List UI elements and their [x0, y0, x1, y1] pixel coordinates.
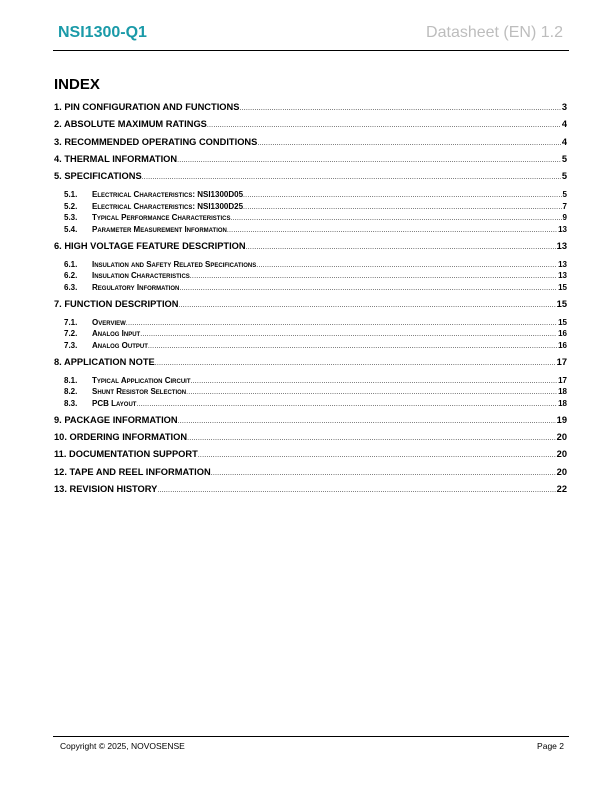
toc-subentry-page: 16: [558, 329, 567, 339]
toc-subentry-number: 8.1.: [64, 375, 78, 385]
dot-leader: [148, 341, 557, 352]
dot-leader: [207, 117, 561, 133]
toc-entry-page: 20: [556, 449, 567, 460]
toc-subentry[interactable]: [54, 386, 567, 398]
toc-subentry-number: 8.3.: [64, 398, 78, 408]
toc-entry[interactable]: [54, 99, 567, 116]
toc-subentry-label: Analog Input: [92, 329, 141, 339]
toc-subentry-label: Typical Application Circuit: [92, 375, 191, 385]
dot-leader: [257, 135, 560, 151]
toc-entry-label: 2. ABSOLUTE MAXIMUM RATINGS: [54, 119, 207, 130]
toc-subentry-number: 5.4.: [64, 224, 78, 234]
toc-entry-label: 4. THERMAL INFORMATION: [54, 153, 178, 164]
toc-entry-page: 15: [556, 298, 567, 309]
toc-entry-label: 6. HIGH VOLTAGE FEATURE DESCRIPTION: [54, 240, 246, 251]
toc-subsection-group: [54, 255, 567, 296]
toc-subentry-label: PCB Layout: [92, 398, 137, 408]
toc-subentry[interactable]: [54, 317, 567, 329]
toc-subentry-number: 7.1.: [64, 317, 78, 327]
toc-subentry-page: 9: [562, 213, 567, 223]
toc-entry[interactable]: [54, 134, 567, 151]
dot-leader: [178, 297, 555, 313]
toc-subentry[interactable]: [54, 340, 567, 352]
dot-leader: [186, 387, 557, 398]
toc-subentry-page: 13: [558, 271, 567, 281]
toc-entry[interactable]: [54, 168, 567, 185]
dot-leader: [198, 447, 556, 463]
toc-subentry[interactable]: [54, 212, 567, 224]
dot-leader: [177, 152, 561, 168]
toc-subentry-label: Regulatory Information: [92, 282, 180, 292]
toc-entry[interactable]: [54, 354, 567, 371]
document-title: NSI1300-Q1: [58, 24, 147, 41]
toc-subentry-page: 18: [558, 398, 567, 408]
toc-subentry[interactable]: [54, 398, 567, 410]
toc-entry[interactable]: [54, 238, 567, 255]
toc-subentry-page: 17: [558, 375, 567, 385]
dot-leader: [140, 329, 557, 340]
toc-subentry-number: 5.3.: [64, 213, 78, 223]
dot-leader: [187, 430, 556, 446]
toc-subentry-label: Parameter Measurement Information: [92, 224, 227, 234]
copyright: Copyright © 2025, NOVOSENSE: [60, 741, 185, 751]
toc-entry-label: 11. DOCUMENTATION SUPPORT: [54, 449, 198, 460]
dot-leader: [157, 482, 555, 498]
toc-subentry[interactable]: [54, 224, 567, 236]
toc-entry[interactable]: [54, 296, 567, 313]
toc-entry[interactable]: [54, 464, 567, 481]
dot-leader: [190, 376, 557, 387]
toc-entry-page: 20: [556, 466, 567, 477]
dot-leader: [142, 169, 561, 185]
toc-subentry-number: 6.2.: [64, 271, 78, 281]
toc-subentry[interactable]: [54, 189, 567, 201]
toc-subentry[interactable]: [54, 328, 567, 340]
toc-subentry-label: Electrical Characteristics: NSI1300D05: [92, 190, 244, 200]
toc-entry-label: 13. REVISION HISTORY: [54, 483, 158, 494]
toc-entry-label: 1. PIN CONFIGURATION AND FUNCTIONS: [54, 102, 240, 112]
toc-subsection-group: [54, 371, 567, 412]
index-heading: INDEX: [54, 76, 100, 93]
dot-leader: [190, 271, 557, 282]
toc-subentry[interactable]: [54, 375, 567, 387]
footer-divider: [53, 736, 569, 737]
dot-leader: [243, 190, 562, 201]
toc-subentry-page: 5: [562, 190, 567, 200]
toc-entry[interactable]: [54, 481, 567, 498]
toc-subentry-label: Insulation Characteristics: [92, 271, 190, 281]
toc-entry[interactable]: [54, 116, 567, 133]
toc-entry[interactable]: [54, 412, 567, 429]
dot-leader: [230, 213, 561, 224]
toc-subentry-page: 13: [558, 259, 567, 269]
toc-subsection-group: [54, 185, 567, 237]
toc-subentry[interactable]: [54, 259, 567, 271]
toc-entry-page: 20: [556, 431, 567, 442]
dot-leader: [243, 202, 562, 213]
toc-entry-label: 10. ORDERING INFORMATION: [54, 431, 188, 442]
toc-entry[interactable]: [54, 446, 567, 463]
toc-subentry-number: 5.2.: [64, 201, 78, 211]
header-divider: [53, 50, 569, 51]
toc-subsection-group: [54, 313, 567, 354]
toc-subentry-label: Overview: [92, 317, 126, 327]
toc-subentry-page: 18: [558, 387, 567, 397]
toc-subentry-page: 16: [558, 340, 567, 350]
dot-leader: [136, 399, 557, 410]
toc-subentry-label: Electrical Characteristics: NSI1300D25: [92, 201, 244, 211]
toc-subentry-page: 7: [562, 201, 567, 211]
toc-subentry-number: 7.3.: [64, 340, 78, 350]
toc-subentry[interactable]: [54, 201, 567, 213]
toc-entry-page: 5: [561, 153, 567, 164]
toc-subentry-page: 15: [558, 317, 567, 327]
toc-entry-page: 19: [556, 414, 567, 425]
dot-leader: [256, 260, 557, 271]
toc-entry-label: 8. APPLICATION NOTE: [54, 356, 155, 367]
toc-entry-page: 5: [561, 171, 567, 182]
dot-leader: [155, 355, 556, 371]
toc-entry-label: 5. SPECIFICATIONS: [54, 171, 142, 182]
toc-entry[interactable]: [54, 151, 567, 168]
page-number: Page 2: [537, 741, 564, 751]
toc-entry-page: 17: [556, 356, 567, 367]
toc-entry-label: 7. FUNCTION DESCRIPTION: [54, 298, 179, 309]
dot-leader: [227, 225, 557, 236]
dot-leader: [239, 100, 560, 116]
toc-entry[interactable]: [54, 429, 567, 446]
document-version: Datasheet (EN) 1.2: [426, 24, 563, 41]
toc-subentry[interactable]: [54, 282, 567, 294]
toc-entry-label: 3. RECOMMENDED OPERATING CONDITIONS: [54, 136, 258, 147]
toc-entry-page: 3: [561, 102, 567, 112]
dot-leader: [179, 283, 557, 294]
toc-subentry-label: Analog Output: [92, 340, 148, 350]
toc-entry-page: 13: [556, 240, 567, 251]
toc-subentry-number: 5.1.: [64, 190, 78, 200]
toc-subentry-number: 7.2.: [64, 329, 78, 339]
table-of-contents: [54, 99, 567, 498]
toc-subentry-number: 6.3.: [64, 282, 78, 292]
toc-entry-label: 12. TAPE AND REEL INFORMATION: [54, 466, 211, 477]
toc-subentry-number: 6.1.: [64, 259, 78, 269]
dot-leader: [178, 413, 556, 429]
toc-entry-page: 4: [561, 136, 567, 147]
dot-leader: [126, 318, 557, 329]
toc-subentry-page: 15: [558, 282, 567, 292]
toc-subentry-number: 8.2.: [64, 387, 78, 397]
dot-leader: [246, 239, 556, 255]
toc-entry-page: 4: [561, 119, 567, 130]
toc-entry-page: 22: [556, 483, 567, 494]
toc-subentry-label: Insulation and Safety Related Specifications: [92, 259, 257, 269]
toc-subentry-label: Typical Performance Characteristics: [92, 213, 231, 223]
dot-leader: [211, 465, 556, 481]
toc-entry-label: 9. PACKAGE INFORMATION: [54, 414, 178, 425]
toc-subentry-page: 13: [558, 224, 567, 234]
toc-subentry-label: Shunt Resistor Selection: [92, 387, 187, 397]
toc-subentry[interactable]: [54, 270, 567, 282]
